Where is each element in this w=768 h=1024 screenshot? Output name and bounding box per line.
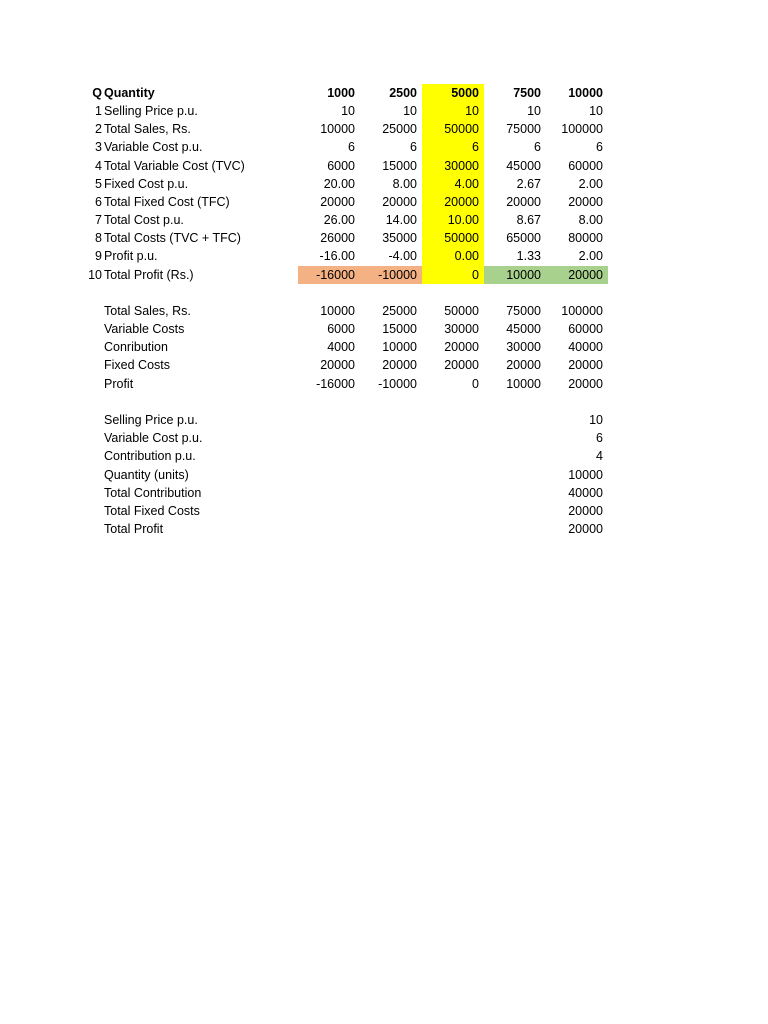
cell: 20000 <box>568 522 603 536</box>
table3-row <box>0 484 768 502</box>
cell: -10000 <box>378 268 417 282</box>
cell: 10 <box>403 104 417 118</box>
cell: 100000 <box>561 304 603 318</box>
row-label: Total Cost p.u. <box>104 213 184 227</box>
row-label: Profit <box>104 377 134 391</box>
row-index: 9 <box>95 249 102 263</box>
cell: 50000 <box>444 122 479 136</box>
cell: 10 <box>589 413 603 427</box>
cell: 45000 <box>506 159 541 173</box>
cell: -10000 <box>378 377 417 391</box>
row-index: 1 <box>95 104 102 118</box>
cell: 20000 <box>568 358 603 372</box>
cell: 20000 <box>444 195 479 209</box>
cell: 4 <box>596 449 603 463</box>
cell: 10000 <box>506 268 541 282</box>
cell: -16000 <box>316 377 355 391</box>
cell: 26.00 <box>323 213 355 227</box>
header-qty-1: 1000 <box>327 86 355 100</box>
cell: 8.00 <box>392 177 417 191</box>
cell: 0 <box>472 377 479 391</box>
table2-row <box>0 302 768 320</box>
row-index: 2 <box>95 122 102 136</box>
row-label: Total Profit <box>104 522 164 536</box>
cell: 20000 <box>506 195 541 209</box>
row-index: 8 <box>95 231 102 245</box>
header-index: Q <box>92 86 102 100</box>
table2-row <box>0 356 768 374</box>
cell: 60000 <box>568 159 603 173</box>
row-index: 4 <box>95 159 102 173</box>
header-row <box>0 84 768 102</box>
cell: 14.00 <box>385 213 417 227</box>
table1-row <box>0 157 768 175</box>
cell: 6 <box>596 431 603 445</box>
cell: 6 <box>596 140 603 154</box>
table1-row <box>0 138 768 156</box>
table1-row <box>0 193 768 211</box>
row-label: Variable Cost p.u. <box>104 431 203 445</box>
cell: 10000 <box>568 468 603 482</box>
table1-row <box>0 175 768 193</box>
row-index: 5 <box>95 177 102 191</box>
cell: 15000 <box>382 159 417 173</box>
cell: 20000 <box>568 268 603 282</box>
row-index: 6 <box>95 195 102 209</box>
cell: 26000 <box>320 231 355 245</box>
cell: 6 <box>348 140 355 154</box>
cell: 2.67 <box>516 177 541 191</box>
table1-row <box>0 229 768 247</box>
row-label: Total Contribution <box>104 486 202 500</box>
row-label: Total Sales, Rs. <box>104 304 191 318</box>
header-qty-4: 7500 <box>513 86 541 100</box>
cell: 30000 <box>506 340 541 354</box>
cell: 60000 <box>568 322 603 336</box>
row-label: Variable Cost p.u. <box>104 140 203 154</box>
cell: 20000 <box>320 358 355 372</box>
row-index: 3 <box>95 140 102 154</box>
table2-row <box>0 375 768 393</box>
cell: 2.00 <box>578 177 603 191</box>
table3-row <box>0 502 768 520</box>
row-label: Quantity (units) <box>104 468 189 482</box>
cell: -16.00 <box>319 249 355 263</box>
cell: 40000 <box>568 486 603 500</box>
cell: 4.00 <box>454 177 479 191</box>
cell: 10 <box>341 104 355 118</box>
cell: 100000 <box>561 122 603 136</box>
table3-row <box>0 429 768 447</box>
row-label: Total Fixed Costs <box>104 504 200 518</box>
table1-row <box>0 102 768 120</box>
header-qty-3: 5000 <box>451 86 479 100</box>
cell: 20000 <box>382 195 417 209</box>
row-label: Contribution p.u. <box>104 449 196 463</box>
table3-row <box>0 411 768 429</box>
cell: 75000 <box>506 122 541 136</box>
cell: 30000 <box>444 159 479 173</box>
row-label: Conribution <box>104 340 168 354</box>
cell: 65000 <box>506 231 541 245</box>
cell: -4.00 <box>388 249 417 263</box>
row-label: Total Profit (Rs.) <box>104 268 194 282</box>
cell: 4000 <box>327 340 355 354</box>
cell: 6 <box>472 140 479 154</box>
cell: 20000 <box>506 358 541 372</box>
cell: 20000 <box>444 340 479 354</box>
cell: 25000 <box>382 304 417 318</box>
cell: 20000 <box>568 195 603 209</box>
cell: 2.00 <box>578 249 603 263</box>
cell: 10000 <box>320 304 355 318</box>
header-qty-5: 10000 <box>568 86 603 100</box>
cell: 10 <box>527 104 541 118</box>
cell: 6000 <box>327 322 355 336</box>
cell: 50000 <box>444 231 479 245</box>
cell: 10000 <box>320 122 355 136</box>
cell: 40000 <box>568 340 603 354</box>
cell: 20000 <box>444 358 479 372</box>
cell: 75000 <box>506 304 541 318</box>
cell: -16000 <box>316 268 355 282</box>
cell: 50000 <box>444 304 479 318</box>
row-label: Total Sales, Rs. <box>104 122 191 136</box>
row-label: Total Costs (TVC + TFC) <box>104 231 241 245</box>
row-index: 7 <box>95 213 102 227</box>
cell: 6 <box>534 140 541 154</box>
header-label: Quantity <box>104 86 155 100</box>
table3-row <box>0 466 768 484</box>
row-label: Selling Price p.u. <box>104 104 198 118</box>
table3-row <box>0 520 768 538</box>
cell: 45000 <box>506 322 541 336</box>
cell: 35000 <box>382 231 417 245</box>
table2-row <box>0 320 768 338</box>
table2-row <box>0 338 768 356</box>
cell: 10.00 <box>447 213 479 227</box>
table1-row <box>0 120 768 138</box>
header-qty-2: 2500 <box>389 86 417 100</box>
cell: 20000 <box>568 377 603 391</box>
row-label: Total Fixed Cost (TFC) <box>104 195 230 209</box>
cell: 10000 <box>506 377 541 391</box>
cell: 15000 <box>382 322 417 336</box>
cell: 10000 <box>382 340 417 354</box>
row-label: Profit p.u. <box>104 249 158 263</box>
cell: 20.00 <box>323 177 355 191</box>
cell: 10 <box>465 104 479 118</box>
cell: 1.33 <box>516 249 541 263</box>
row-label: Selling Price p.u. <box>104 413 198 427</box>
cell: 8.67 <box>516 213 541 227</box>
cell: 20000 <box>320 195 355 209</box>
row-label: Variable Costs <box>104 322 185 336</box>
cell: 20000 <box>568 504 603 518</box>
table1-row <box>0 247 768 265</box>
cell: 6 <box>410 140 417 154</box>
row-label: Fixed Costs <box>104 358 170 372</box>
cell: 20000 <box>382 358 417 372</box>
cell: 30000 <box>444 322 479 336</box>
row-label: Total Variable Cost (TVC) <box>104 159 245 173</box>
table1-row <box>0 266 768 284</box>
table3-row <box>0 447 768 465</box>
cell: 0.00 <box>454 249 479 263</box>
cell: 8.00 <box>578 213 603 227</box>
cell: 0 <box>472 268 479 282</box>
cell: 80000 <box>568 231 603 245</box>
table1-row <box>0 211 768 229</box>
cell: 10 <box>589 104 603 118</box>
row-index: 10 <box>88 268 102 282</box>
cell: 6000 <box>327 159 355 173</box>
row-label: Fixed Cost p.u. <box>104 177 189 191</box>
cell: 25000 <box>382 122 417 136</box>
